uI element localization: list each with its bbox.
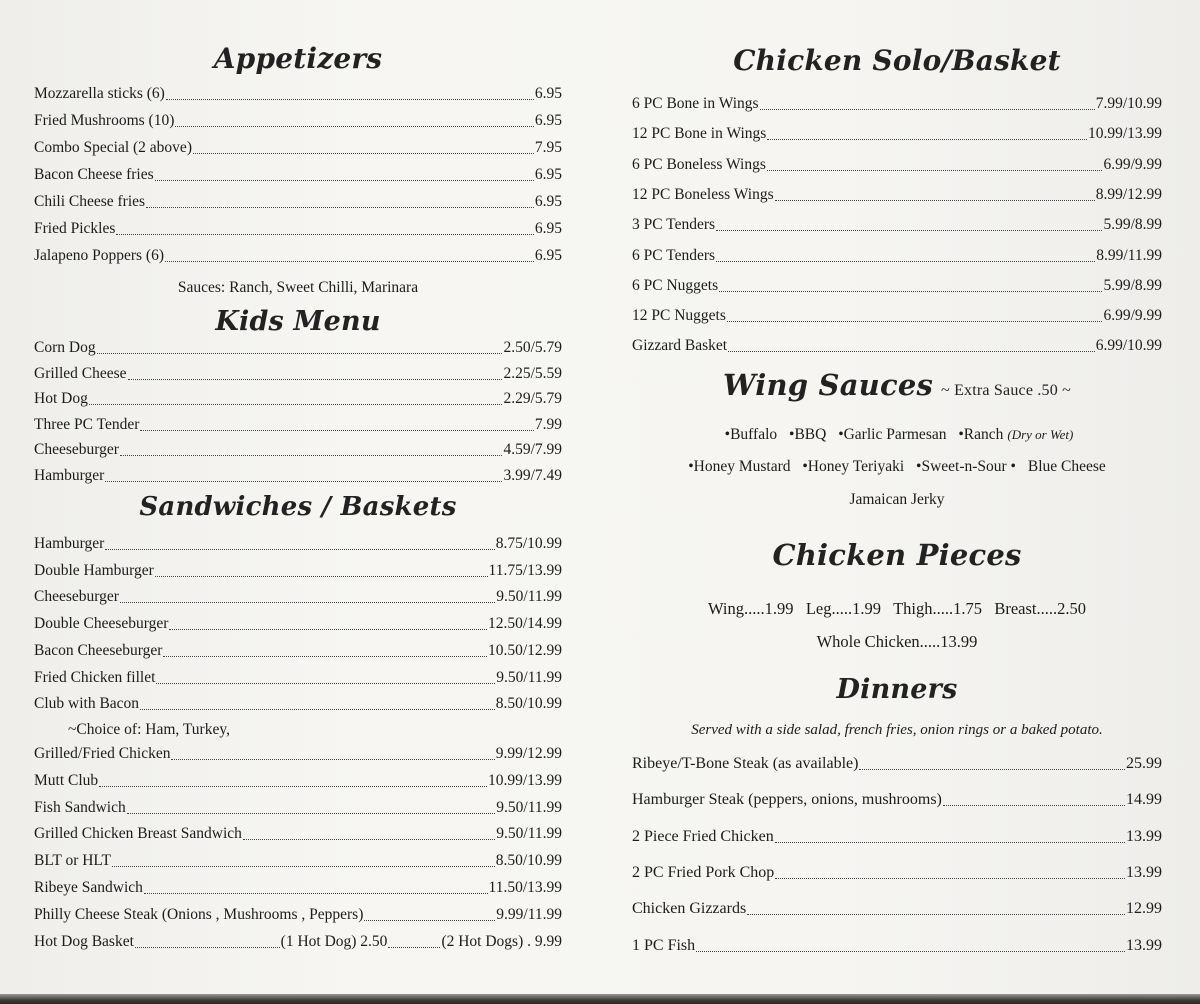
item-name: 2 Piece Fried Chicken	[632, 827, 774, 845]
item-price: 13.99	[1126, 827, 1162, 845]
wing-sauces-line-1	[632, 425, 1162, 445]
sandwich-row	[34, 587, 562, 607]
item-price: 12.99	[1126, 900, 1162, 918]
dot-leader	[155, 576, 488, 577]
item-name: Three PC Tender	[34, 415, 140, 433]
kids-menu-row	[34, 415, 562, 435]
chicken-pieces-line-1: Wing.....1.99 Leg.....1.99 Thigh.....1.75 Breast.....2.50	[707, 599, 1087, 618]
dot-leader	[128, 379, 503, 380]
dinner-row	[632, 754, 1162, 774]
dot-leader	[127, 813, 496, 814]
dot-leader	[112, 866, 495, 867]
item-name: Fried Mushrooms (10)	[34, 112, 175, 129]
dot-leader	[943, 805, 1125, 806]
item-name: Mutt Club	[34, 771, 99, 789]
dot-leader	[716, 261, 1095, 262]
sandwich-row	[34, 561, 562, 581]
sandwich-row	[34, 824, 562, 844]
chicken-solo-row	[632, 94, 1162, 114]
sauce-item: •Sweet-n-Sour •	[916, 458, 1016, 475]
chicken-pieces-line-2: Whole Chicken.....13.99	[816, 632, 978, 651]
ranch-note: (Dry or Wet)	[1007, 427, 1074, 442]
item-price: 12.50/14.99	[487, 615, 562, 633]
hot-dog-basket-option1: (1 Hot Dog) 2.50	[280, 933, 388, 950]
dot-leader	[171, 759, 494, 760]
sandwich-row	[34, 878, 562, 898]
chicken-solo-row	[632, 306, 1162, 326]
dot-leader	[116, 234, 534, 235]
sandwich-row	[34, 744, 562, 764]
extra-sauce-note: ~ Extra Sauce .50 ~	[941, 382, 1071, 399]
sauce-item: •BBQ	[789, 426, 827, 443]
item-price: 9.50/11.99	[496, 588, 562, 606]
dot-leader	[105, 549, 494, 550]
dot-leader	[716, 230, 1102, 231]
item-price: 6.95	[534, 85, 562, 102]
item-name: 1 PC Fish	[632, 936, 696, 954]
item-name: Club with Bacon	[34, 695, 140, 713]
item-price: 9.99/11.99	[496, 905, 562, 923]
page-bottom-edge	[0, 994, 1200, 1004]
item-name: 6 PC Boneless Wings	[632, 155, 766, 173]
kids-menu-heading: Kids Menu	[215, 306, 381, 337]
chicken-solo-row	[632, 155, 1162, 175]
item-price: 10.99/13.99	[1087, 125, 1162, 143]
dot-leader	[163, 656, 487, 657]
item-price: 9.50/11.99	[496, 825, 562, 843]
hot-dog-basket-option2: (2 Hot Dogs) . 9.99	[441, 933, 562, 950]
dot-leader	[140, 430, 534, 431]
sauce-item: Blue Cheese	[1027, 458, 1106, 475]
sandwich-row	[34, 641, 562, 661]
item-name: 12 PC Bone in Wings	[632, 125, 767, 143]
dinner-row	[632, 790, 1162, 810]
item-price: 9.99/12.99	[495, 745, 562, 762]
item-price: 6.99/9.99	[1103, 155, 1162, 173]
item-name: 2 PC Fried Pork Chop	[632, 863, 775, 881]
item-name: 3 PC Tenders	[632, 216, 716, 234]
dot-leader	[775, 200, 1095, 201]
item-price: 9.50/11.99	[496, 798, 562, 816]
item-name: Ribeye/T-Bone Steak (as available)	[632, 755, 859, 772]
item-name: 6 PC Nuggets	[632, 276, 719, 294]
item-name: Fried Pickles	[34, 220, 116, 237]
wing-sauces-line-3: Jamaican Jerky	[849, 491, 945, 508]
item-name: Grilled Chicken Breast Sandwich	[34, 825, 242, 843]
item-price: 4.59/7.99	[503, 441, 562, 458]
dot-leader	[747, 914, 1125, 915]
dot-leader	[243, 839, 495, 840]
item-name: 6 PC Tenders	[632, 246, 716, 264]
sandwich-row	[34, 614, 562, 634]
item-price: 7.99/10.99	[1095, 95, 1162, 112]
dot-leader	[166, 99, 534, 100]
item-name: Philly Cheese Steak (Onions , Mushrooms , Peppers)	[34, 905, 364, 923]
item-name: Hamburger	[34, 466, 105, 484]
item-price: 6.95	[534, 193, 562, 210]
item-name: Cheeseburger	[34, 588, 119, 606]
item-price: 6.95	[534, 247, 562, 264]
dot-leader	[767, 139, 1087, 140]
item-price: 3.99/7.49	[503, 466, 562, 484]
dot-leader	[97, 353, 503, 354]
item-name: Mozzarella sticks (6)	[34, 85, 165, 102]
item-price: 7.95	[534, 139, 562, 156]
dot-leader	[175, 126, 534, 127]
dot-leader	[135, 947, 280, 948]
item-name: BLT or HLT	[34, 852, 111, 870]
sauce-item: •Honey Mustard	[688, 458, 791, 475]
sauce-item: •Buffalo	[724, 426, 778, 443]
item-price: 7.99	[534, 415, 562, 433]
dot-leader	[728, 351, 1095, 352]
dinner-row	[632, 827, 1162, 847]
item-price: 6.95	[534, 220, 562, 237]
dot-leader	[859, 769, 1125, 770]
item-price: 8.50/10.99	[495, 852, 562, 870]
appetizer-row	[34, 84, 562, 104]
item-name: Corn Dog	[34, 339, 96, 356]
item-price: 13.99	[1126, 936, 1162, 954]
item-price: 13.99	[1126, 863, 1162, 881]
sandwich-row	[34, 905, 562, 925]
dot-leader	[105, 481, 502, 482]
item-price: 8.99/11.99	[1096, 246, 1162, 264]
sandwich-row	[34, 694, 562, 714]
chicken-solo-heading: Chicken Solo/Basket	[733, 44, 1061, 77]
item-price: 2.25/5.59	[503, 364, 562, 382]
sandwich-row	[34, 771, 562, 791]
item-price: 6.99/9.99	[1103, 307, 1162, 325]
item-price: 6.99/10.99	[1095, 337, 1162, 355]
item-name: Chicken Gizzards	[632, 900, 747, 918]
appetizer-row	[34, 138, 562, 158]
hot-dog-basket-name: Hot Dog Basket	[34, 933, 134, 950]
item-name: Hamburger	[34, 535, 105, 552]
item-price: 9.50/11.99	[496, 668, 562, 686]
chicken-solo-row	[632, 215, 1162, 235]
chicken-solo-row	[632, 124, 1162, 144]
item-name: Double Hamburger	[34, 561, 154, 579]
item-name: Gizzard Basket	[632, 337, 728, 355]
dot-leader	[120, 455, 503, 456]
appetizer-row	[34, 165, 562, 185]
item-name: Bacon Cheese fries	[34, 166, 154, 183]
item-price: 14.99	[1126, 791, 1162, 809]
item-name: Jalapeno Poppers (6)	[34, 247, 164, 264]
dot-leader	[364, 920, 495, 921]
dot-leader	[99, 786, 487, 787]
dot-leader	[156, 683, 495, 684]
item-name: Ribeye Sandwich	[34, 879, 143, 896]
wing-sauces-title: Wing Sauces	[723, 368, 934, 402]
item-price: 5.99/8.99	[1103, 216, 1162, 234]
sandwiches-heading: Sandwiches / Baskets	[139, 492, 457, 522]
kids-menu-row	[34, 440, 562, 460]
sauces-note: Sauces: Ranch, Sweet Chilli, Marinara	[177, 279, 419, 296]
chicken-solo-row	[632, 185, 1162, 205]
kids-menu-row	[34, 389, 562, 409]
item-price: 25.99	[1126, 755, 1162, 772]
item-price: 8.75/10.99	[495, 535, 562, 552]
dot-leader	[767, 170, 1103, 171]
sandwich-row	[34, 668, 562, 688]
dinner-row	[632, 863, 1162, 883]
dot-leader	[146, 207, 534, 208]
item-name: Fried Chicken fillet	[34, 668, 156, 686]
choice-note: ~Choice of: Ham, Turkey,	[68, 721, 230, 738]
dot-leader	[144, 893, 488, 894]
appetizer-row	[34, 192, 562, 212]
item-price: 2.50/5.79	[503, 339, 562, 356]
item-name: Combo Special (2 above)	[34, 139, 192, 156]
dot-leader	[120, 602, 495, 603]
item-name: Bacon Cheeseburger	[34, 641, 163, 659]
item-price: 6.95	[534, 112, 562, 129]
item-price: 10.50/12.99	[487, 641, 562, 659]
item-name: Grilled Cheese	[34, 364, 127, 382]
dinner-row	[632, 899, 1162, 919]
dot-leader	[727, 321, 1103, 322]
dinner-row	[632, 936, 1162, 956]
dot-leader	[719, 291, 1102, 292]
dot-leader	[89, 404, 503, 405]
item-name: Double Cheeseburger	[34, 615, 169, 633]
dot-leader	[696, 951, 1125, 952]
sauce-item: •Garlic Parmesan	[838, 426, 947, 443]
sandwich-row	[34, 798, 562, 818]
item-name: Chili Cheese fries	[34, 193, 146, 210]
sauce-item: •Honey Teriyaki	[802, 458, 905, 475]
item-name: Fish Sandwich	[34, 798, 126, 816]
chicken-solo-row	[632, 336, 1162, 356]
item-name: 12 PC Nuggets	[632, 307, 726, 325]
wing-sauces-heading	[632, 368, 1162, 402]
item-price: 6.95	[534, 166, 562, 183]
item-name: Cheeseburger	[34, 441, 119, 458]
item-name: Hot Dog	[34, 390, 88, 407]
appetizer-row	[34, 246, 562, 266]
appetizers-heading: Appetizers	[213, 42, 383, 75]
appetizer-row	[34, 219, 562, 239]
kids-menu-row	[34, 364, 562, 384]
dot-leader	[140, 709, 495, 710]
item-price: 10.99/13.99	[487, 771, 562, 789]
dot-leader	[388, 947, 440, 948]
item-price: 2.29/5.79	[503, 390, 562, 407]
dot-leader	[193, 153, 534, 154]
chicken-solo-row	[632, 246, 1162, 266]
dot-leader	[165, 261, 534, 262]
sandwich-row	[34, 851, 562, 871]
sandwich-row	[34, 534, 562, 554]
item-price: 8.50/10.99	[495, 695, 562, 713]
item-name: Grilled/Fried Chicken	[34, 745, 171, 762]
item-price: 8.99/12.99	[1095, 185, 1162, 203]
item-name: Hamburger Steak (peppers, onions, mushrooms)	[632, 791, 942, 809]
item-price: 11.75/13.99	[488, 561, 562, 579]
dinners-note: Served with a side salad, french fries, onion rings or a baked potato.	[691, 722, 1103, 738]
item-price: 11.50/13.99	[488, 879, 562, 896]
dot-leader	[169, 629, 487, 630]
chicken-pieces-heading: Chicken Pieces	[772, 538, 1022, 572]
kids-menu-row	[34, 338, 562, 358]
dot-leader	[775, 842, 1125, 843]
chicken-solo-row	[632, 276, 1162, 296]
kids-menu-row	[34, 466, 562, 486]
wing-sauces-line-2	[632, 457, 1162, 477]
sauce-item: •Ranch	[958, 426, 1004, 443]
hot-dog-basket-row	[34, 932, 562, 952]
dot-leader	[775, 878, 1125, 879]
dot-leader	[760, 109, 1095, 110]
dinners-heading: Dinners	[836, 674, 958, 705]
item-name: 6 PC Bone in Wings	[632, 95, 759, 112]
appetizer-row	[34, 111, 562, 131]
dot-leader	[155, 180, 534, 181]
item-price: 5.99/8.99	[1103, 276, 1162, 294]
item-name: 12 PC Boneless Wings	[632, 185, 774, 203]
